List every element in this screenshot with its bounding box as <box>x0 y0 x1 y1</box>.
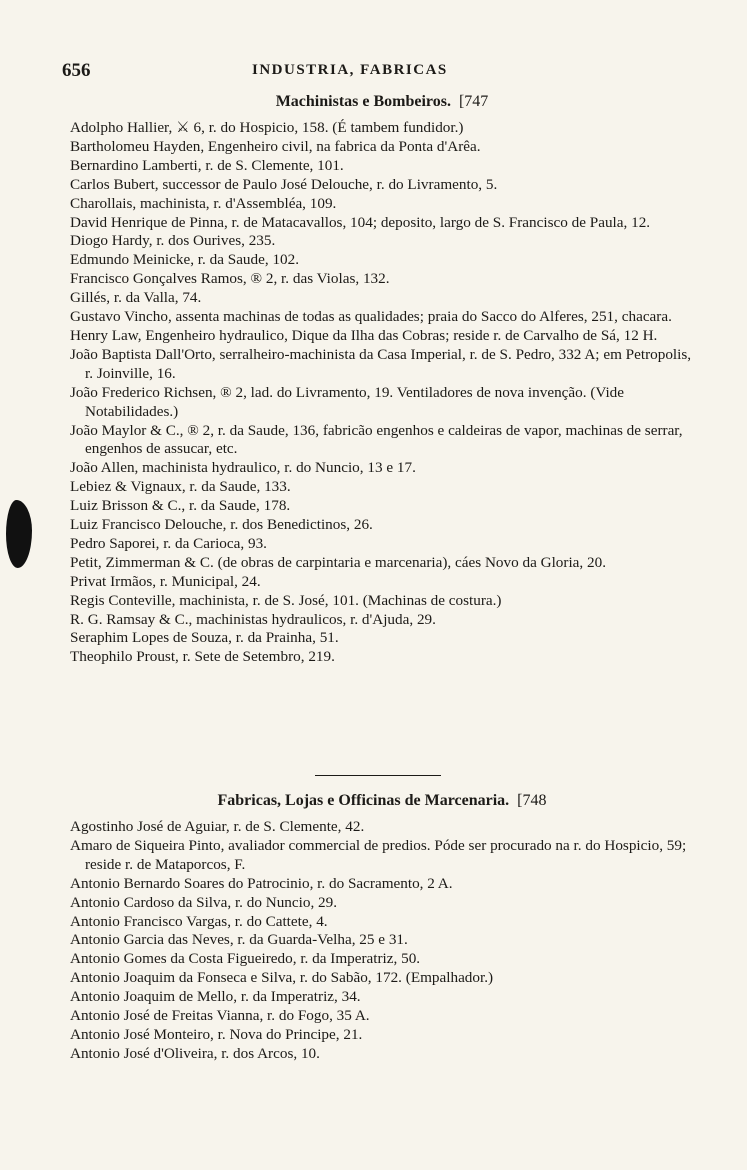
list-item: Agostinho José de Aguiar, r. de S. Clemente, 42. <box>70 818 365 835</box>
list-item: David Henrique de Pinna, r. de Matacavallos, 104; deposito, largo de S. Francisco de Paula, 12. <box>70 213 651 231</box>
section-ref: [747 <box>458 93 489 110</box>
running-title: INDUSTRIA, FABRICAS <box>252 62 448 78</box>
list-item: João Maylor & C., ® 2, r. da Saude, 136, fabricão engenhos e caldeiras de vapor, machinas de serrar, engenhos de assucar, etc. <box>70 421 683 458</box>
list-item: Gillés, r. da Valla, 74. <box>70 289 202 307</box>
list-item: Gustavo Vincho, assenta machinas de todas as qualidades; praia do Sacco do Alferes, 251, chacara. <box>70 308 672 326</box>
list-item: Edmundo Meinicke, r. da Saude, 102. <box>70 251 300 269</box>
entry-list-marcenaria <box>70 818 695 1064</box>
list-item: Regis Conteville, machinista, r. de S. José, 101. (Machinas de costura.) <box>70 591 502 609</box>
list-item: Theophilo Proust, r. Sete de Setembro, 219. <box>70 648 335 666</box>
list-item: Luiz Brisson & C., r. da Saude, 178. <box>70 497 291 515</box>
list-item: Bernardino Lamberti, r. de S. Clemente, 101. <box>70 156 344 174</box>
ink-blot <box>6 500 32 568</box>
list-item: Antonio José d'Oliveira, r. dos Arcos, 10. <box>70 1044 320 1062</box>
list-item: Antonio José de Freitas Vianna, r. do Fogo, 35 A. <box>70 1007 370 1025</box>
list-item: Charollais, machinista, r. d'Assembléa, 109. <box>70 194 337 212</box>
list-item: Antonio Francisco Vargas, r. do Cattete, 4. <box>70 912 328 930</box>
page-header <box>62 60 702 84</box>
section-title: Machinistas e Bombeiros. <box>275 93 451 110</box>
list-item: Pedro Saporei, r. da Carioca, 93. <box>70 534 267 552</box>
section-heading-machinistas <box>62 92 702 112</box>
entry-list-machinistas <box>70 119 695 667</box>
list-item: Carlos Bubert, successor de Paulo José Delouche, r. do Livramento, 5. <box>70 175 498 193</box>
list-item: Antonio Joaquim de Mello, r. da Imperatriz, 34. <box>70 988 361 1006</box>
list-item: Seraphim Lopes de Souza, r. da Prainha, 51. <box>70 629 339 647</box>
section-divider <box>315 775 441 776</box>
list-item: Antonio Bernardo Soares do Patrocinio, r. do Sacramento, 2 A. <box>70 874 453 892</box>
list-item: João Allen, machinista hydraulico, r. do Nuncio, 13 e 17. <box>70 459 416 477</box>
list-item: Adolpho Hallier, ⚔ 6, r. do Hospicio, 158. (É tambem fundidor.) <box>70 119 464 136</box>
list-item: João Baptista Dall'Orto, serralheiro-machinista da Casa Imperial, r. de S. Pedro, 332 A; em Petropolis, r. Joinville, 16. <box>70 345 692 382</box>
list-item: Antonio Cardoso da Silva, r. do Nuncio, 29. <box>70 893 338 911</box>
list-item: Petit, Zimmerman & C. (de obras de carpintaria e marcenaria), cáes Novo da Gloria, 20. <box>70 553 606 571</box>
section-ref: [748 <box>517 792 547 809</box>
list-item: João Frederico Richsen, ® 2, lad. do Livramento, 19. Ventiladores de nova invenção. (Vide Notabilidades.) <box>70 383 624 420</box>
list-item: Amaro de Siqueira Pinto, avaliador commercial de predios. Póde ser procurado na r. do Hospicio, 59; reside r. de Mataporcos, F. <box>70 836 687 873</box>
list-item: Henry Law, Engenheiro hydraulico, Dique da Ilha das Cobras; reside r. de Carvalho de Sá, 12 H. <box>70 326 658 344</box>
list-item: Antonio José Monteiro, r. Nova do Principe, 21. <box>70 1025 363 1043</box>
list-item: Antonio Garcia das Neves, r. da Guarda-Velha, 25 e 31. <box>70 931 408 949</box>
list-item: Privat Irmãos, r. Municipal, 24. <box>70 572 261 590</box>
list-item: R. G. Ramsay & C., machinistas hydraulicos, r. d'Ajuda, 29. <box>70 610 436 628</box>
section-title: Fabricas, Lojas e Officinas de Marcenaria. <box>217 792 510 809</box>
list-item: Antonio Gomes da Costa Figueiredo, r. da Imperatriz, 50. <box>70 950 421 968</box>
list-item: Francisco Gonçalves Ramos, ® 2, r. das Violas, 132. <box>70 270 390 288</box>
list-item: Diogo Hardy, r. dos Ourives, 235. <box>70 232 276 250</box>
list-item: Bartholomeu Hayden, Engenheiro civil, na fabrica da Ponta d'Arêa. <box>70 137 481 155</box>
section-heading-marcenaria <box>62 791 702 811</box>
page-number: 656 <box>62 60 91 81</box>
list-item: Luiz Francisco Delouche, r. dos Benedictinos, 26. <box>70 516 373 534</box>
list-item: Antonio Joaquim da Fonseca e Silva, r. do Sabão, 172. (Empalhador.) <box>70 969 494 987</box>
list-item: Lebiez & Vignaux, r. da Saude, 133. <box>70 478 291 496</box>
